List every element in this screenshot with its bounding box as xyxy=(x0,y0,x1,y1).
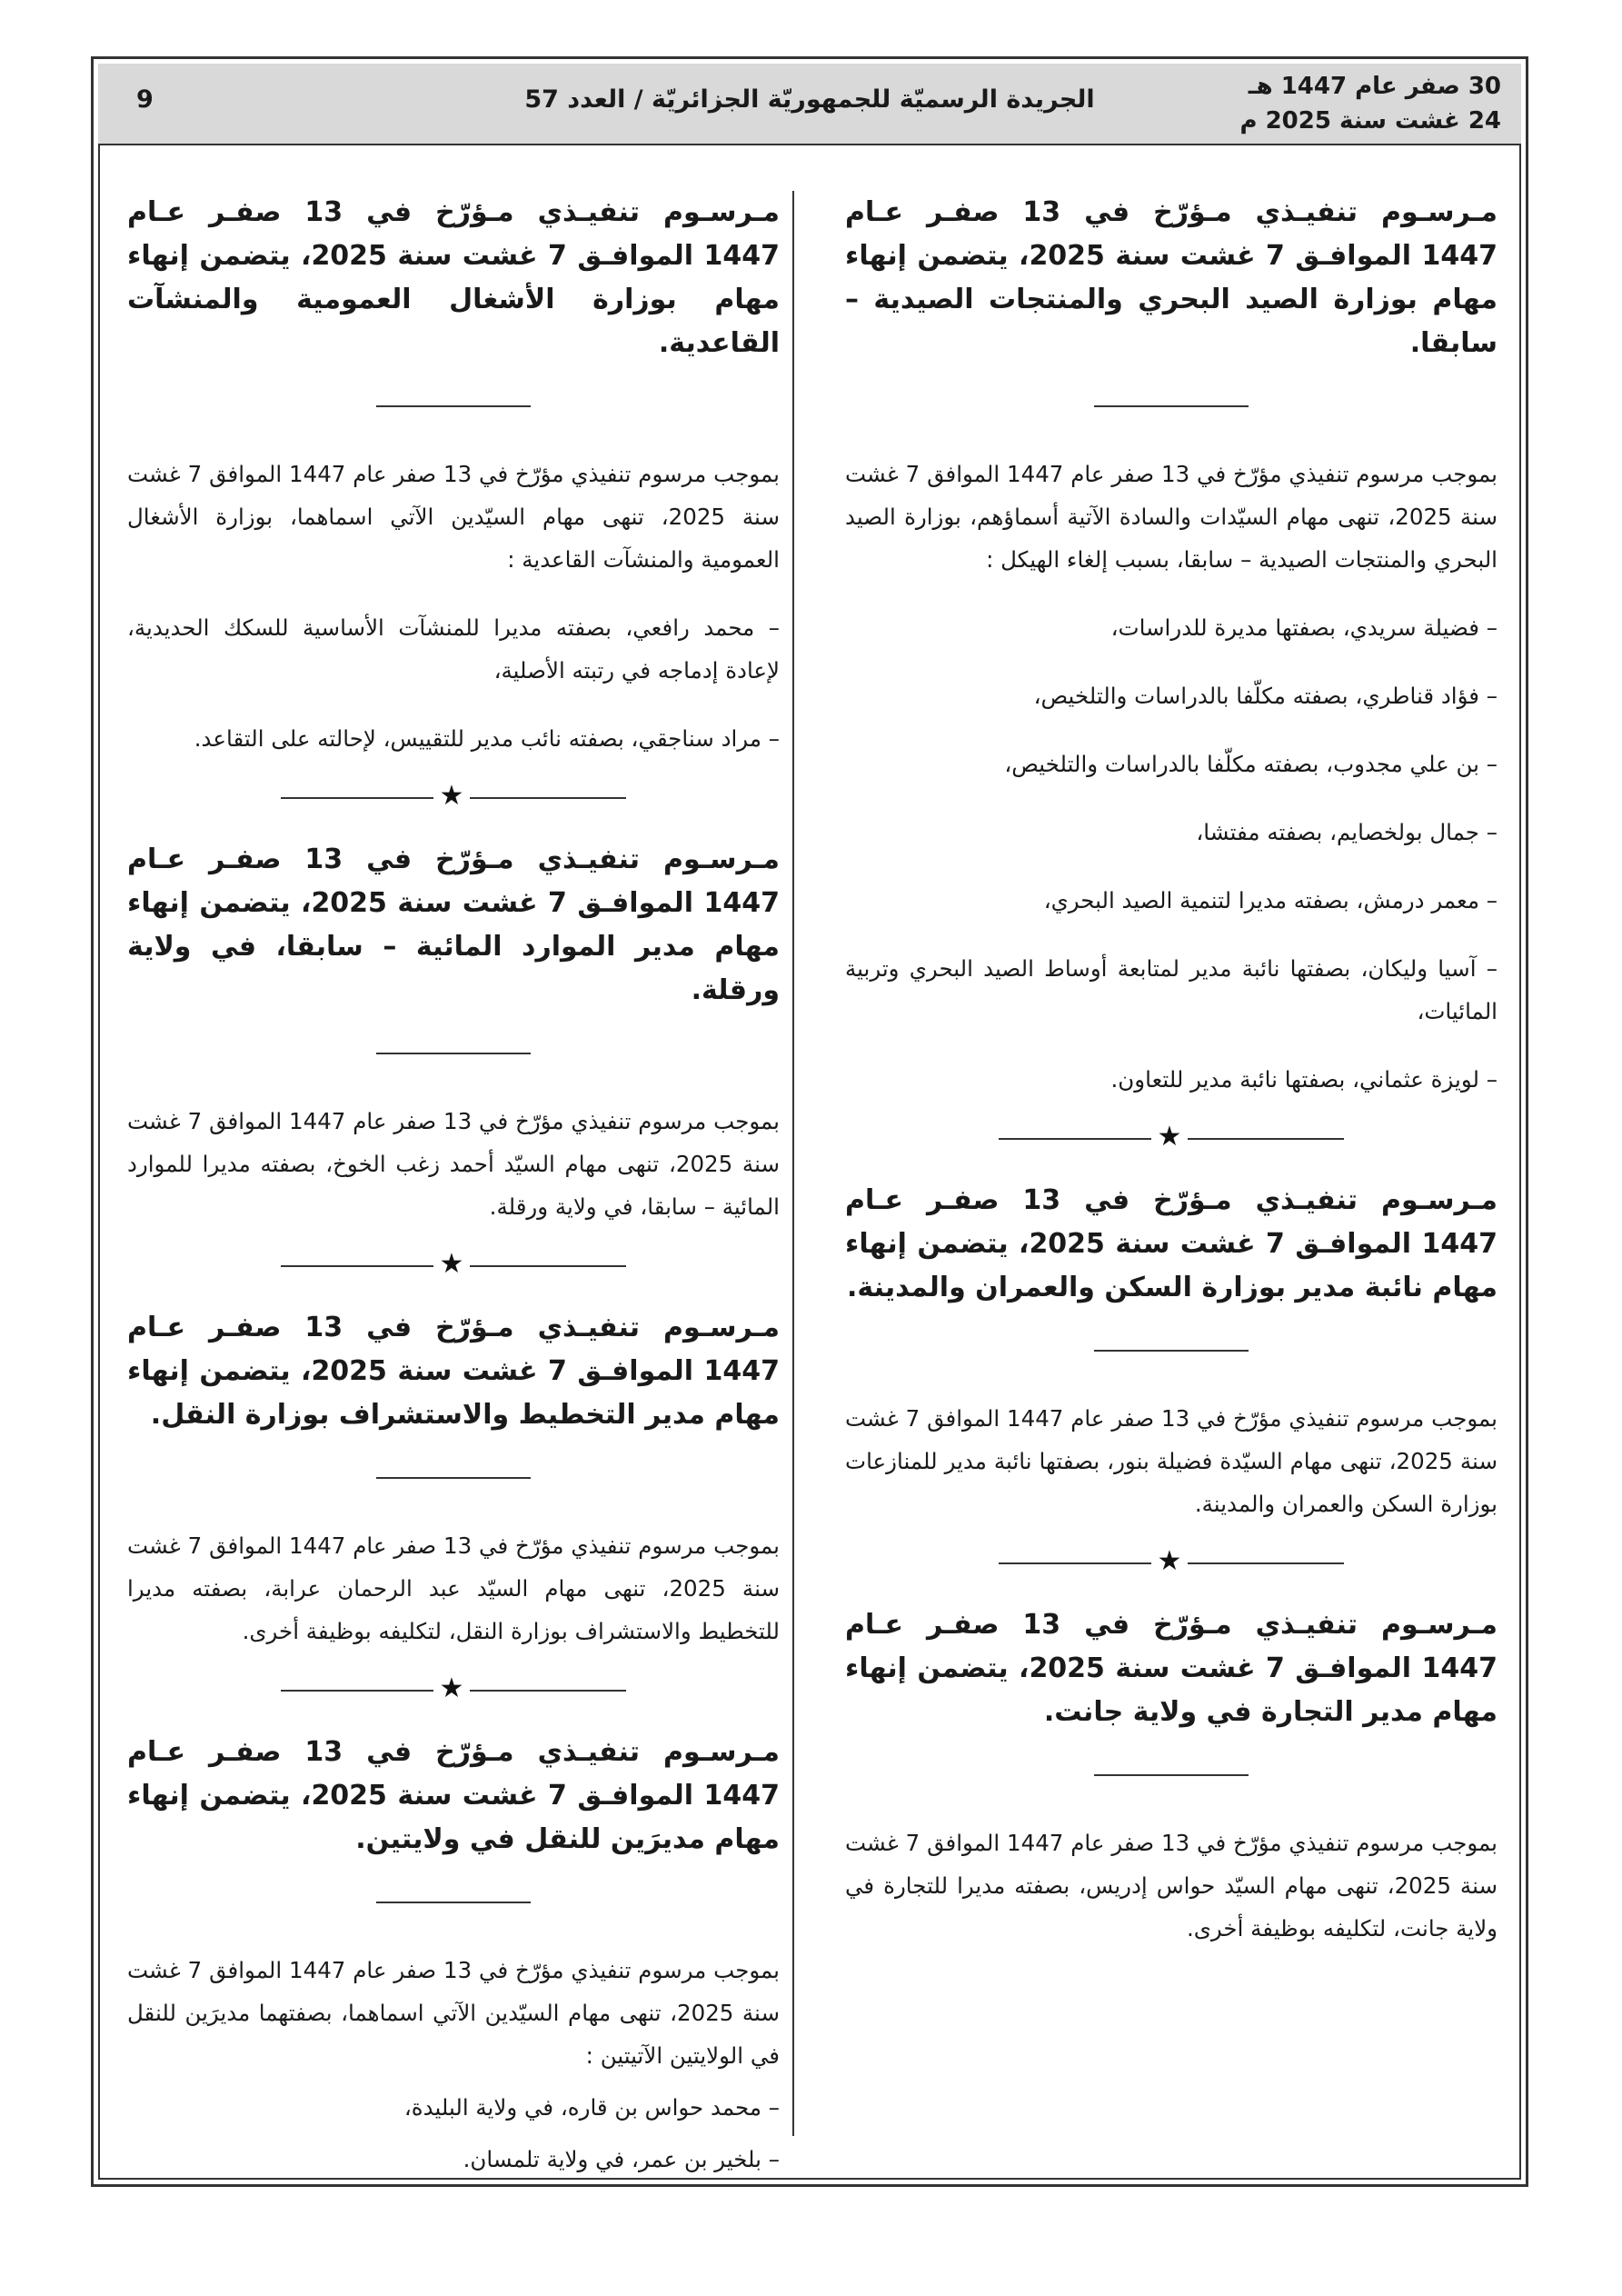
decree xyxy=(127,838,780,1228)
decree-body: بموجب مرسوم تنفيذي مؤرّخ في 13 صفر عام 1447 الموافق 7 غشت سنة 2025، تنهى مهام السيّدة فضيلة بنور، بصفتها نائبة مدير للمنازعات بوزارة السكن والعمران والمدينة. xyxy=(845,1405,1498,1517)
list-item: – فؤاد قناطري، بصفته مكلّفا بالدراسات والتلخيص، xyxy=(1033,683,1498,709)
decree-title: مـرسـوم تنفيـذي مـؤرّخ في 13 صفـر عـام 1447 الموافـق 7 غشت سنة 2025، يتضمن إنهاء مهام بوزارة الصيد البحري والمنتجات الصيدية – سابقا. xyxy=(845,196,1498,359)
star-icon: ★ xyxy=(433,1672,470,1705)
list-item: – معمر درمش، بصفته مديرا لتنمية الصيد البحري، xyxy=(1043,887,1498,913)
decree-body: بموجب مرسوم تنفيذي مؤرّخ في 13 صفر عام 1447 الموافق 7 غشت سنة 2025، تنهى مهام السيّدين الآتي اسماهما، بصفتهما مديرَين للنقل في الولايتين الآتيتين : xyxy=(127,1957,780,2069)
decree-title: مـرسـوم تنفيـذي مـؤرّخ في 13 صفـر عـام 1447 الموافـق 7 غشت سنة 2025، يتضمن إنهاء مهام بوزارة الأشغال العمومية والمنشآت القاعدية. xyxy=(127,196,780,359)
list-item: – فضيلة سريدي، بصفتها مديرة للدراسات، xyxy=(1110,614,1498,641)
star-separator xyxy=(999,1545,1344,1577)
list-item: – محمد حواس بن قاره، في ولاية البليدة، xyxy=(403,2094,780,2121)
list-item: – مراد سناجقي، بصفته نائب مدير للتقييس، لإحالته على التقاعد. xyxy=(194,725,780,752)
left-column xyxy=(127,191,780,2181)
star-separator xyxy=(999,1121,1344,1153)
decree-body: بموجب مرسوم تنفيذي مؤرّخ في 13 صفر عام 1447 الموافق 7 غشت سنة 2025، تنهى مهام السيّدين الآتي اسماهما، بوزارة الأشغال العمومية والمنشآت القاعدية : xyxy=(127,461,780,573)
star-icon: ★ xyxy=(433,780,470,813)
decree xyxy=(845,1179,1498,1525)
column-divider xyxy=(792,191,794,2136)
decree xyxy=(127,191,780,760)
journal-title: الجريدة الرسميّة للجمهوريّة الجزائريّة / العدد 57 xyxy=(524,85,1095,114)
decree-title: مـرسـوم تنفيـذي مـؤرّخ في 13 صفـر عـام 1447 الموافـق 7 غشت سنة 2025، يتضمن إنهاء مهام مدير الموارد المائية – سابقا، في ولاية ورقلة. xyxy=(127,844,780,1006)
gregorian-date: 24 غشت سنة 2025 م xyxy=(1239,107,1501,135)
star-separator xyxy=(281,780,626,812)
title-rule xyxy=(376,1477,531,1479)
decree-body: بموجب مرسوم تنفيذي مؤرّخ في 13 صفر عام 1447 الموافق 7 غشت سنة 2025، تنهى مهام السيّد حواس إدريس، بصفته مديرا للتجارة في ولاية جانت، لتكليفه بوظيفة أخرى. xyxy=(845,1830,1498,1942)
decree-body: بموجب مرسوم تنفيذي مؤرّخ في 13 صفر عام 1447 الموافق 7 غشت سنة 2025، تنهى مهام السيّد عبد الرحمان عرابة، بصفته مديرا للتخطيط والاستشراف بوزارة النقل، لتكليفه بوظيفة أخرى. xyxy=(127,1532,780,1644)
star-icon: ★ xyxy=(1151,1121,1188,1153)
decree-body: بموجب مرسوم تنفيذي مؤرّخ في 13 صفر عام 1447 الموافق 7 غشت سنة 2025، تنهى مهام السيّد أحمد زغب الخوخ، بصفته مديرا للموارد المائية – سابقا، في ولاية ورقلة. xyxy=(127,1108,780,1220)
decree xyxy=(127,1731,780,2181)
page-number: 9 xyxy=(136,85,154,114)
title-rule xyxy=(1094,1774,1249,1776)
list-item: – لويزة عثماني، بصفتها نائبة مدير للتعاون. xyxy=(1110,1066,1498,1093)
decree xyxy=(845,191,1498,1101)
list-item: – بلخير بن عمر، في ولاية تلمسان. xyxy=(463,2146,780,2172)
star-icon: ★ xyxy=(1151,1545,1188,1578)
list-item: – بن علي مجدوب، بصفته مكلّفا بالدراسات والتلخيص، xyxy=(1004,751,1498,777)
star-separator xyxy=(281,1672,626,1704)
decree-title: مـرسـوم تنفيـذي مـؤرّخ في 13 صفـر عـام 1447 الموافـق 7 غشت سنة 2025، يتضمن إنهاء مهام مديرَين للنقل في ولايتين. xyxy=(127,1736,780,1855)
title-rule xyxy=(1094,1350,1249,1352)
list-item: – جمال بولخصايم، بصفته مفتشا، xyxy=(1196,819,1498,845)
title-rule xyxy=(376,1053,531,1054)
list-item: – آسيا وليكان، بصفتها نائبة مدير لمتابعة أوساط الصيد البحري وتربية المائيات، xyxy=(845,955,1498,1024)
decree-title: مـرسـوم تنفيـذي مـؤرّخ في 13 صفـر عـام 1447 الموافـق 7 غشت سنة 2025، يتضمن إنهاء مهام مدير التخطيط والاستشراف بوزارة النقل. xyxy=(127,1312,780,1431)
decree-body: بموجب مرسوم تنفيذي مؤرّخ في 13 صفر عام 1447 الموافق 7 غشت سنة 2025، تنهى مهام السيّدات والسادة الآتية أسماؤهم، بوزارة الصيد البحري والمنتجات الصيدية – سابقا، بسبب إلغاء الهيكل : xyxy=(845,461,1498,573)
title-rule xyxy=(376,405,531,407)
decree xyxy=(845,1603,1498,1950)
hijri-date: 30 صفر عام 1447 هـ xyxy=(1248,73,1501,100)
right-column xyxy=(845,191,1498,1950)
list-item: – محمد رافعي، بصفته مديرا للمنشآت الأساسية للسكك الحديدية، لإعادة إدماجه في رتبته الأصلية، xyxy=(127,614,780,684)
decree-title: مـرسـوم تنفيـذي مـؤرّخ في 13 صفـر عـام 1447 الموافـق 7 غشت سنة 2025، يتضمن إنهاء مهام مدير التجارة في ولاية جانت. xyxy=(845,1609,1498,1728)
page-header xyxy=(98,64,1521,145)
star-icon: ★ xyxy=(433,1248,470,1281)
title-rule xyxy=(1094,405,1249,407)
decree-title: مـرسـوم تنفيـذي مـؤرّخ في 13 صفـر عـام 1447 الموافـق 7 غشت سنة 2025، يتضمن إنهاء مهام نائبة مدير بوزارة السكن والعمران والمدينة. xyxy=(845,1184,1498,1303)
decree xyxy=(127,1306,780,1652)
title-rule xyxy=(376,1902,531,1903)
star-separator xyxy=(281,1248,626,1280)
